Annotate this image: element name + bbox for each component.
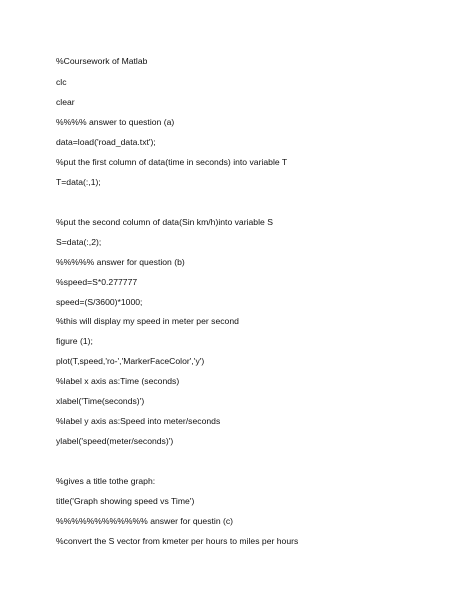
code-comment-question-c: %%%%%%%%%%%% answer for questin (c) bbox=[56, 516, 234, 526]
code-comment-speed-factor: %speed=S*0.277777 bbox=[56, 277, 138, 287]
code-comment-y-axis: %label y axis as:Speed into meter/seconds bbox=[56, 416, 221, 426]
code-line-ylabel: ylabel('speed(meter/seconds)') bbox=[56, 436, 174, 446]
code-line-clc: clc bbox=[56, 77, 67, 87]
code-line-figure: figure (1); bbox=[56, 336, 93, 346]
code-line-speed-conversion: speed=(S/3600)*1000; bbox=[56, 297, 143, 307]
code-comment-title: %Coursework of Matlab bbox=[56, 56, 148, 66]
code-line-load-data: data=load('road_data.txt'); bbox=[56, 137, 156, 147]
code-comment-first-column: %put the first column of data(time in seconds) into variable T bbox=[56, 157, 288, 167]
code-comment-title-graph: %gives a title tothe graph: bbox=[56, 476, 156, 486]
code-comment-x-axis: %label x axis as:Time (seconds) bbox=[56, 376, 180, 386]
code-comment-display-speed: %this will display my speed in meter per second bbox=[56, 316, 239, 326]
code-line-title: title('Graph showing speed vs Time') bbox=[56, 496, 195, 506]
code-line-clear: clear bbox=[56, 97, 75, 107]
code-comment-second-column: %put the second column of data(Sin km/h)into variable S bbox=[56, 217, 273, 227]
code-line-assign-s: S=data(:,2); bbox=[56, 237, 102, 247]
code-comment-question-b: %%%%% answer for question (b) bbox=[56, 257, 185, 267]
code-line-xlabel: xlabel('Time(seconds)') bbox=[56, 396, 145, 406]
code-line-plot: plot(T,speed,'ro-','MarkerFaceColor','y') bbox=[56, 356, 205, 366]
code-comment-convert-units: %convert the S vector from kmeter per hours to miles per hours bbox=[56, 536, 299, 546]
code-comment-question-a: %%%% answer to question (a) bbox=[56, 117, 175, 127]
code-line-assign-t: T=data(:,1); bbox=[56, 177, 101, 187]
